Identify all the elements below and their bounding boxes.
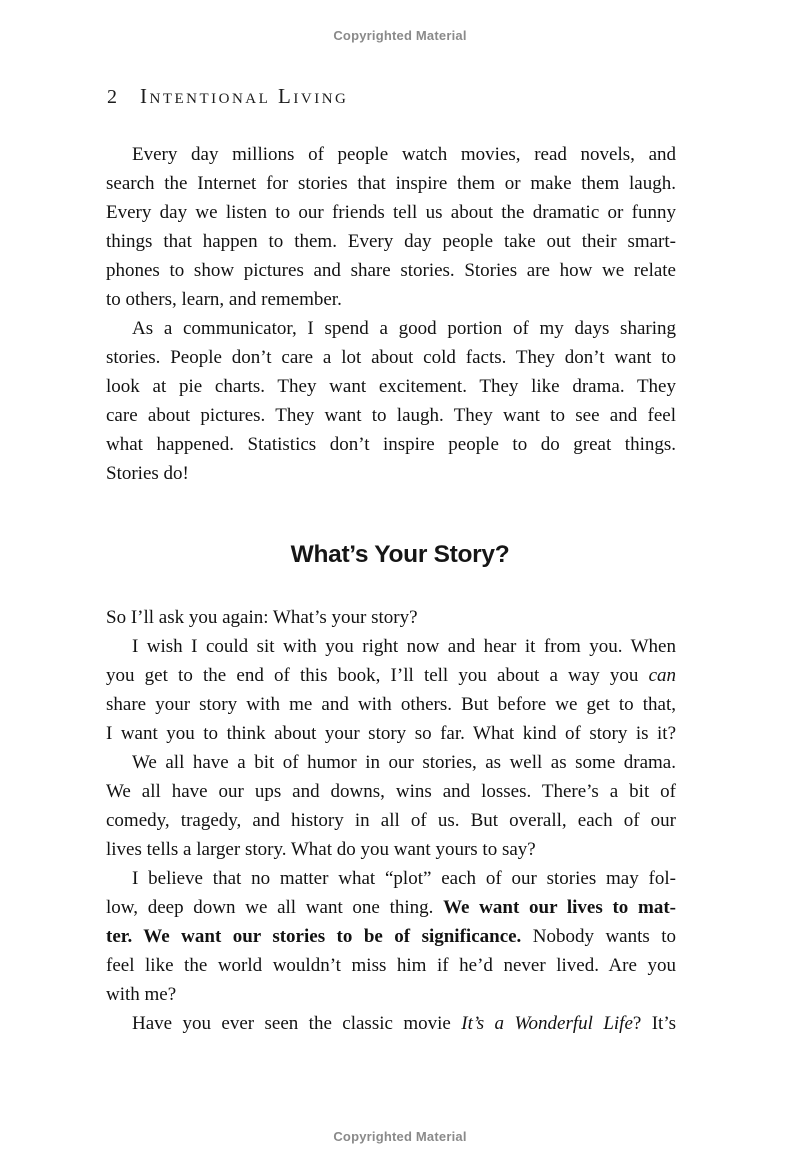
text-line — [106, 661, 676, 690]
text-line — [106, 835, 676, 864]
text-line — [106, 864, 676, 893]
running-header — [107, 84, 348, 109]
text-segment: things that happen to them. Every day people take out their smart- — [106, 231, 676, 252]
text-segment: comedy, tragedy, and history in all of us. But overall, each of our — [106, 810, 676, 831]
text-segment: It’s a Wonderful Life — [461, 1013, 633, 1034]
text-line — [106, 603, 676, 632]
text-segment: So I’ll ask you again: What’s your story? — [106, 607, 418, 628]
text-segment: I believe that no matter what “plot” each of our stories may fol- — [132, 868, 676, 889]
text-segment: phones to show pictures and share stories. Stories are how we relate — [106, 260, 676, 281]
text-segment: search the Internet for stories that inspire them or make them laugh. — [106, 173, 676, 194]
body-text-part2 — [106, 603, 676, 1038]
text-line — [106, 459, 676, 488]
text-segment: stories. People don’t care a lot about cold facts. They don’t want to — [106, 347, 676, 368]
text-line — [106, 980, 676, 1009]
text-line — [106, 951, 676, 980]
text-line — [106, 227, 676, 256]
text-segment: lives tells a larger story. What do you want yours to say? — [106, 839, 536, 860]
text-segment: ter. We want our stories to be of significance. — [106, 926, 522, 947]
text-line — [106, 401, 676, 430]
text-segment: We all have a bit of humor in our stories, as well as some drama. — [132, 752, 676, 773]
text-segment: We want our lives to mat- — [443, 897, 676, 918]
text-line — [106, 806, 676, 835]
text-segment: Have you ever seen the classic movie — [132, 1013, 462, 1034]
text-line — [106, 285, 676, 314]
text-line — [106, 343, 676, 372]
text-line — [106, 140, 676, 169]
text-line — [106, 256, 676, 285]
text-segment: what happened. Statistics don’t inspire people to do great things. — [106, 434, 676, 455]
text-line — [106, 632, 676, 661]
text-segment: look at pie charts. They want excitement. They like drama. They — [106, 376, 676, 397]
text-line — [106, 777, 676, 806]
text-line — [106, 748, 676, 777]
text-segment: Every day we listen to our friends tell us about the dramatic or funny — [106, 202, 676, 223]
copyright-notice-top: Copyrighted Material — [333, 28, 467, 43]
text-line — [106, 1009, 676, 1038]
text-line — [106, 430, 676, 459]
text-segment: Every day millions of people watch movies, read novels, and — [132, 144, 676, 165]
running-title: Intentional Living — [140, 84, 349, 108]
text-segment: I wish I could sit with you right now and hear it from you. When — [132, 636, 676, 657]
text-segment: feel like the world wouldn’t miss him if he’d never lived. Are you — [106, 955, 676, 976]
text-segment: Nobody wants to — [521, 926, 677, 947]
text-line — [106, 719, 676, 748]
body-text-part1 — [106, 140, 676, 488]
page-number: 2 — [107, 86, 117, 108]
text-line — [106, 372, 676, 401]
text-line — [106, 169, 676, 198]
text-segment: care about pictures. They want to laugh. They want to see and feel — [106, 405, 676, 426]
text-segment: to others, learn, and remember. — [106, 289, 342, 310]
text-segment: As a communicator, I spend a good portion of my days sharing — [132, 318, 676, 339]
text-segment: ? It’s — [632, 1013, 677, 1034]
text-segment: low, deep down we all want one thing. — [106, 897, 444, 918]
text-segment: I want you to think about your story so far. What kind of story is it? — [106, 723, 676, 744]
text-line — [106, 198, 676, 227]
text-line — [106, 893, 676, 922]
text-segment: can — [648, 665, 676, 686]
text-segment: with me? — [106, 984, 177, 1005]
text-line — [106, 314, 676, 343]
text-segment: We all have our ups and downs, wins and losses. There’s a bit of — [106, 781, 676, 802]
text-line — [106, 690, 676, 719]
text-segment: share your story with me and with others. But before we get to that, — [106, 694, 676, 715]
section-heading: What’s Your Story? — [290, 541, 510, 568]
copyright-notice-bottom: Copyrighted Material — [333, 1129, 467, 1144]
text-line — [106, 922, 676, 951]
text-segment: you get to the end of this book, I’ll tell you about a way you — [106, 665, 649, 686]
text-segment: Stories do! — [106, 463, 189, 484]
